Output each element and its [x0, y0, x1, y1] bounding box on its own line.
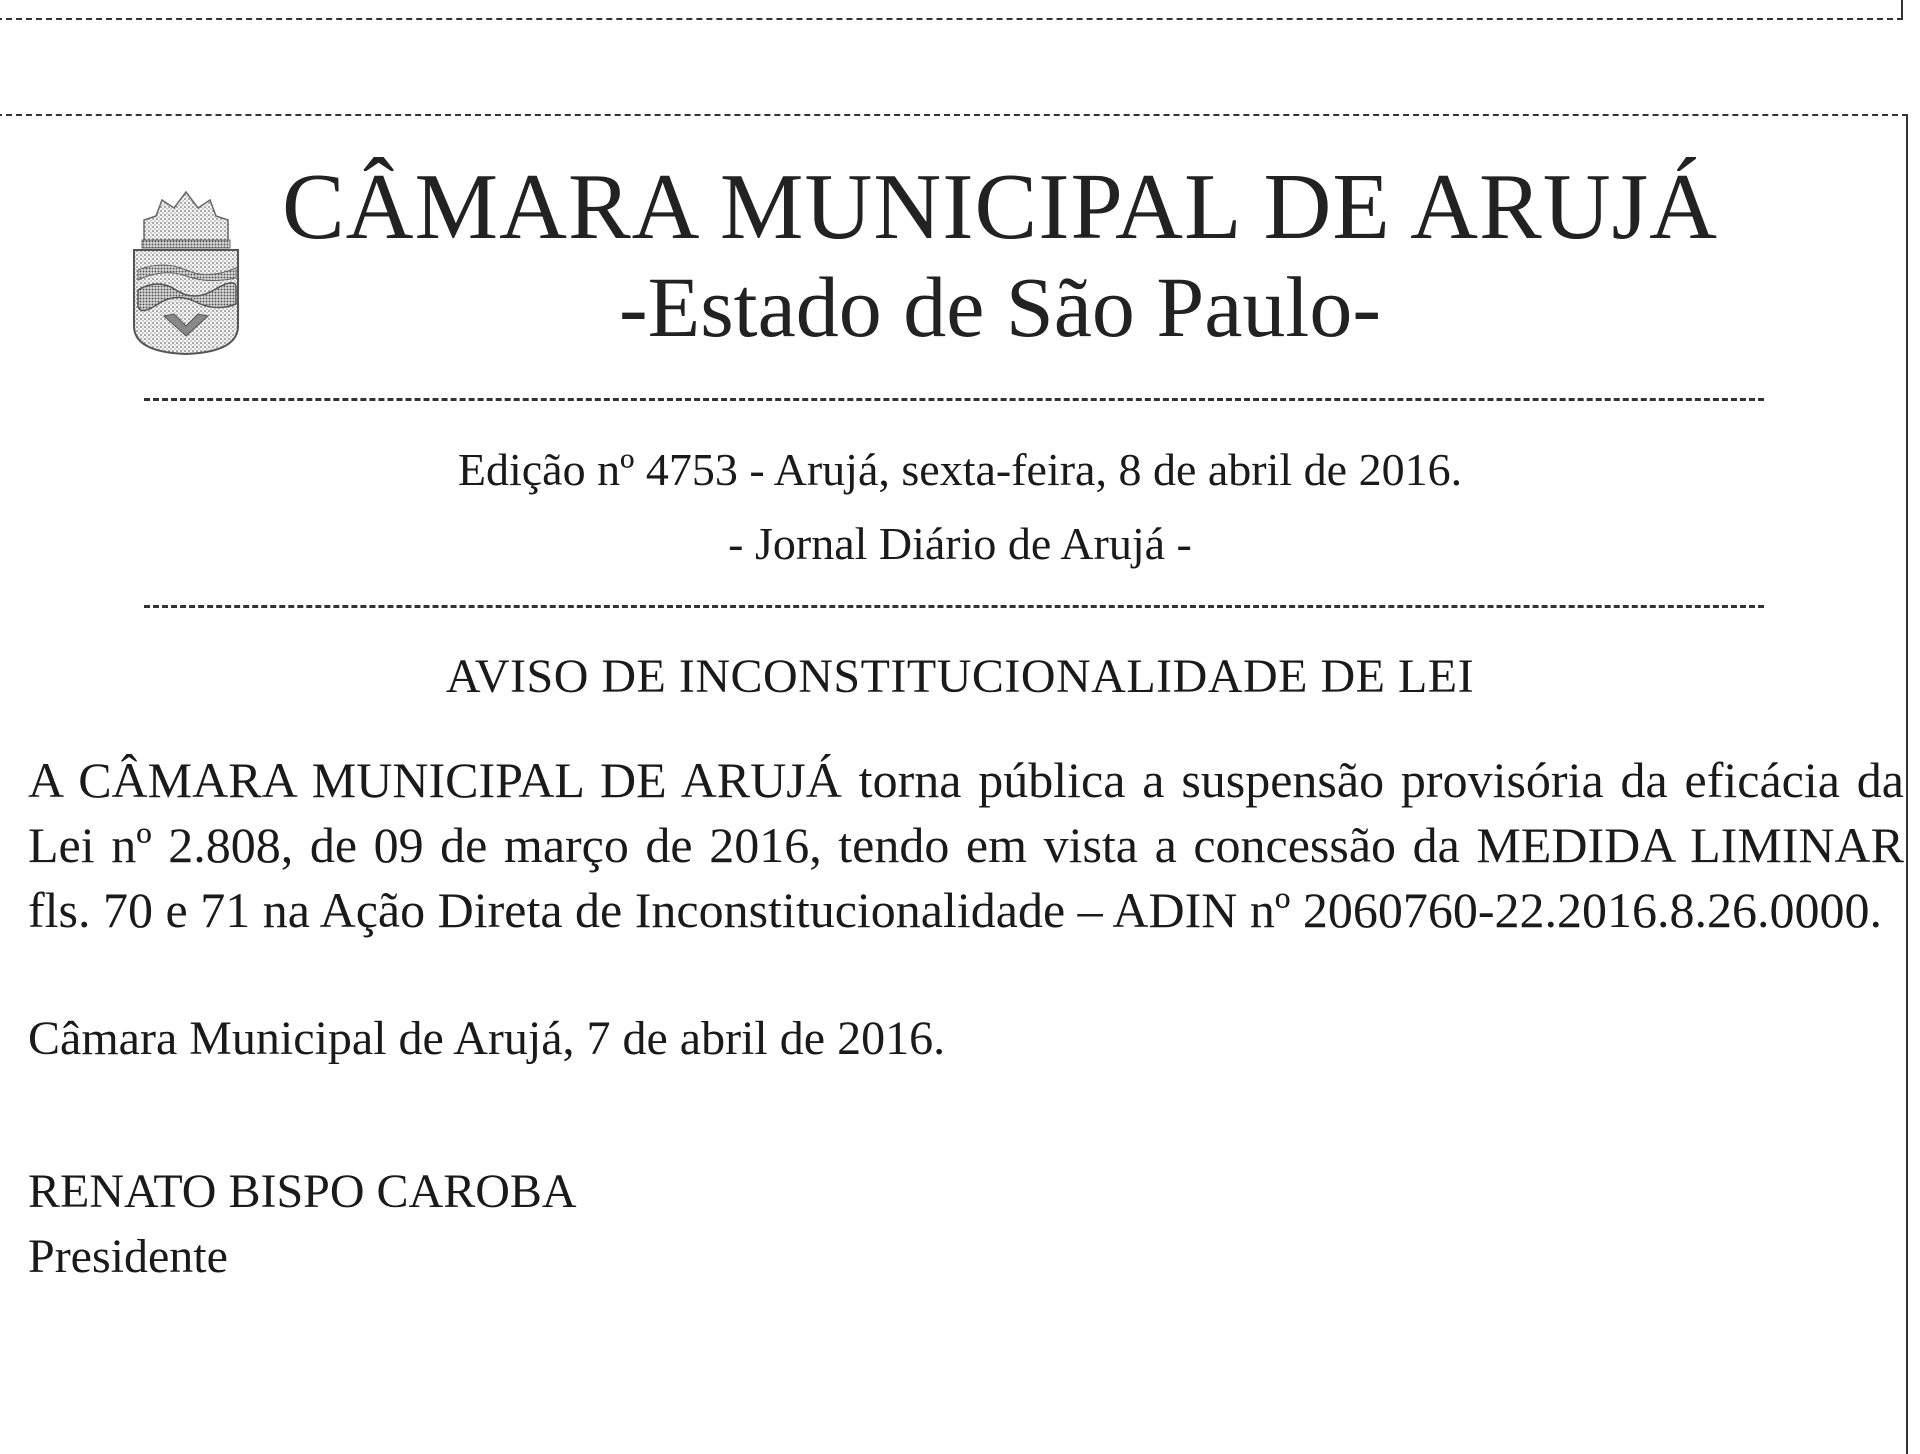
notice-body: A CÂMARA MUNICIPAL DE ARUJÁ torna pública a suspensão provisória da eficácia da Lei nº 2.808, de 09 de março de 2016, tendo em vista a concessão da MEDIDA LIMINAR fls. 70 e 71 na Ação Direta de Inconstitucionalidade – ADIN nº 2060760-22.2016.8.26.0000.	[28, 752, 1904, 938]
page-subtitle: -Estado de São Paulo-	[619, 259, 1381, 355]
municipal-coat-of-arms-icon	[124, 186, 248, 356]
previous-notice-border	[0, 0, 1903, 20]
journal-name: - Jornal Diário de Arujá -	[728, 518, 1192, 569]
signer-role: Presidente	[28, 1230, 228, 1283]
divider	[144, 605, 1764, 608]
edition-line: Edição nº 4753 - Arujá, sexta-feira, 8 de abril de 2016.	[457, 444, 1463, 495]
signer-name: RENATO BISPO CAROBA	[28, 1165, 577, 1218]
notice-heading: AVISO DE INCONSTITUCIONALIDADE DE LEI	[445, 650, 1475, 703]
page-title: CÂMARA MUNICIPAL DE ARUJÁ	[281, 155, 1719, 259]
divider	[144, 398, 1764, 401]
place-date: Câmara Municipal de Arujá, 7 de abril de 2016.	[28, 1012, 946, 1065]
